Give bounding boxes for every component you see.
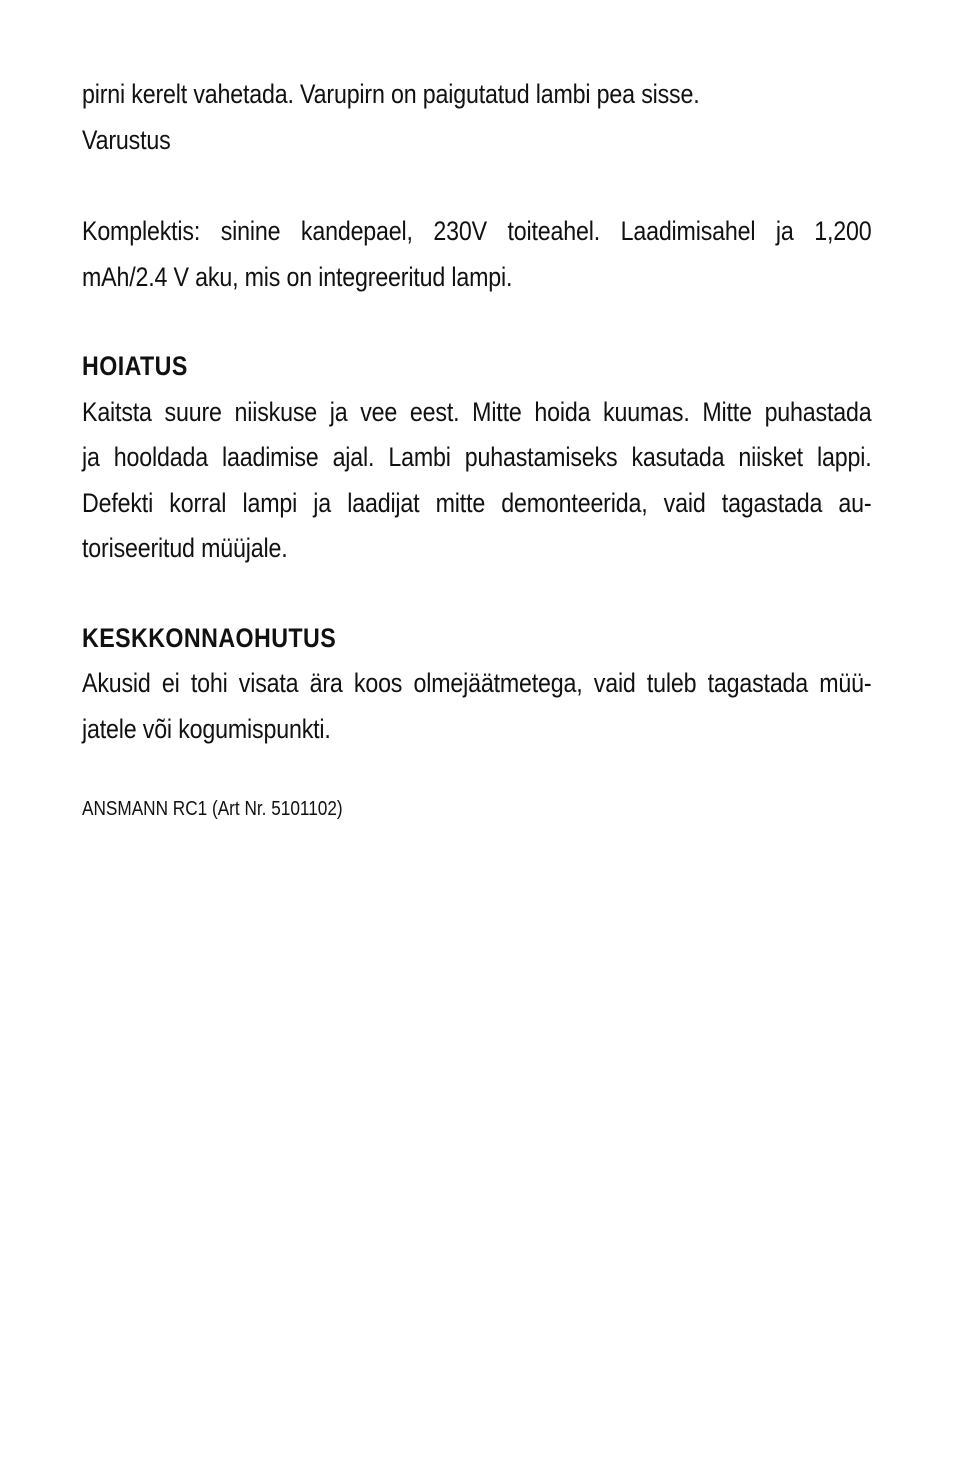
environment-line-2: jatele või kogumispunkti. <box>82 713 331 744</box>
warning-line-1: Kaitsta suure niiskuse ja vee eest. Mitte hoida kuumas. Mitte puhastada <box>82 396 872 427</box>
intro-line-2: Varustus <box>82 124 171 155</box>
environment-paragraph <box>82 661 871 752</box>
intro-line-1: pirni kerelt vahetada. Varupirn on paigutatud lambi pea sisse. <box>82 79 700 109</box>
spacer <box>82 300 872 344</box>
warning-line-2: ja hooldada laadimise ajal. Lambi puhastamiseks kasutada niisket lappi. <box>82 442 872 472</box>
warning-paragraph <box>82 390 871 572</box>
environment-line-1: Akusid ei tohi visata ära koos olmejäätmetega, vaid tuleb tagastada müü- <box>82 668 872 698</box>
equipment-line-2: mAh/2.4 V aku, mis on integreeritud lampi. <box>82 261 513 292</box>
warning-line-4: toriseeritud müüjale. <box>82 533 288 563</box>
product-reference: ANSMANN RC1 (Art Nr. 5101102) <box>82 798 343 820</box>
warning-heading: HOIATUS <box>82 351 188 381</box>
spacer <box>82 163 872 209</box>
intro-paragraph <box>82 72 871 163</box>
environment-heading: KESKKONNAOHUTUS <box>82 622 337 653</box>
spacer <box>82 752 872 794</box>
document-page <box>82 72 872 824</box>
equipment-line-1: Komplektis: sinine kandepael, 230V toiteahel. Laadimisahel ja 1,200 <box>82 216 872 246</box>
spacer <box>82 572 872 616</box>
equipment-paragraph <box>82 209 871 300</box>
warning-line-3: Defekti korral lampi ja laadijat mitte demonteerida, vaid tagastada au- <box>82 487 872 518</box>
